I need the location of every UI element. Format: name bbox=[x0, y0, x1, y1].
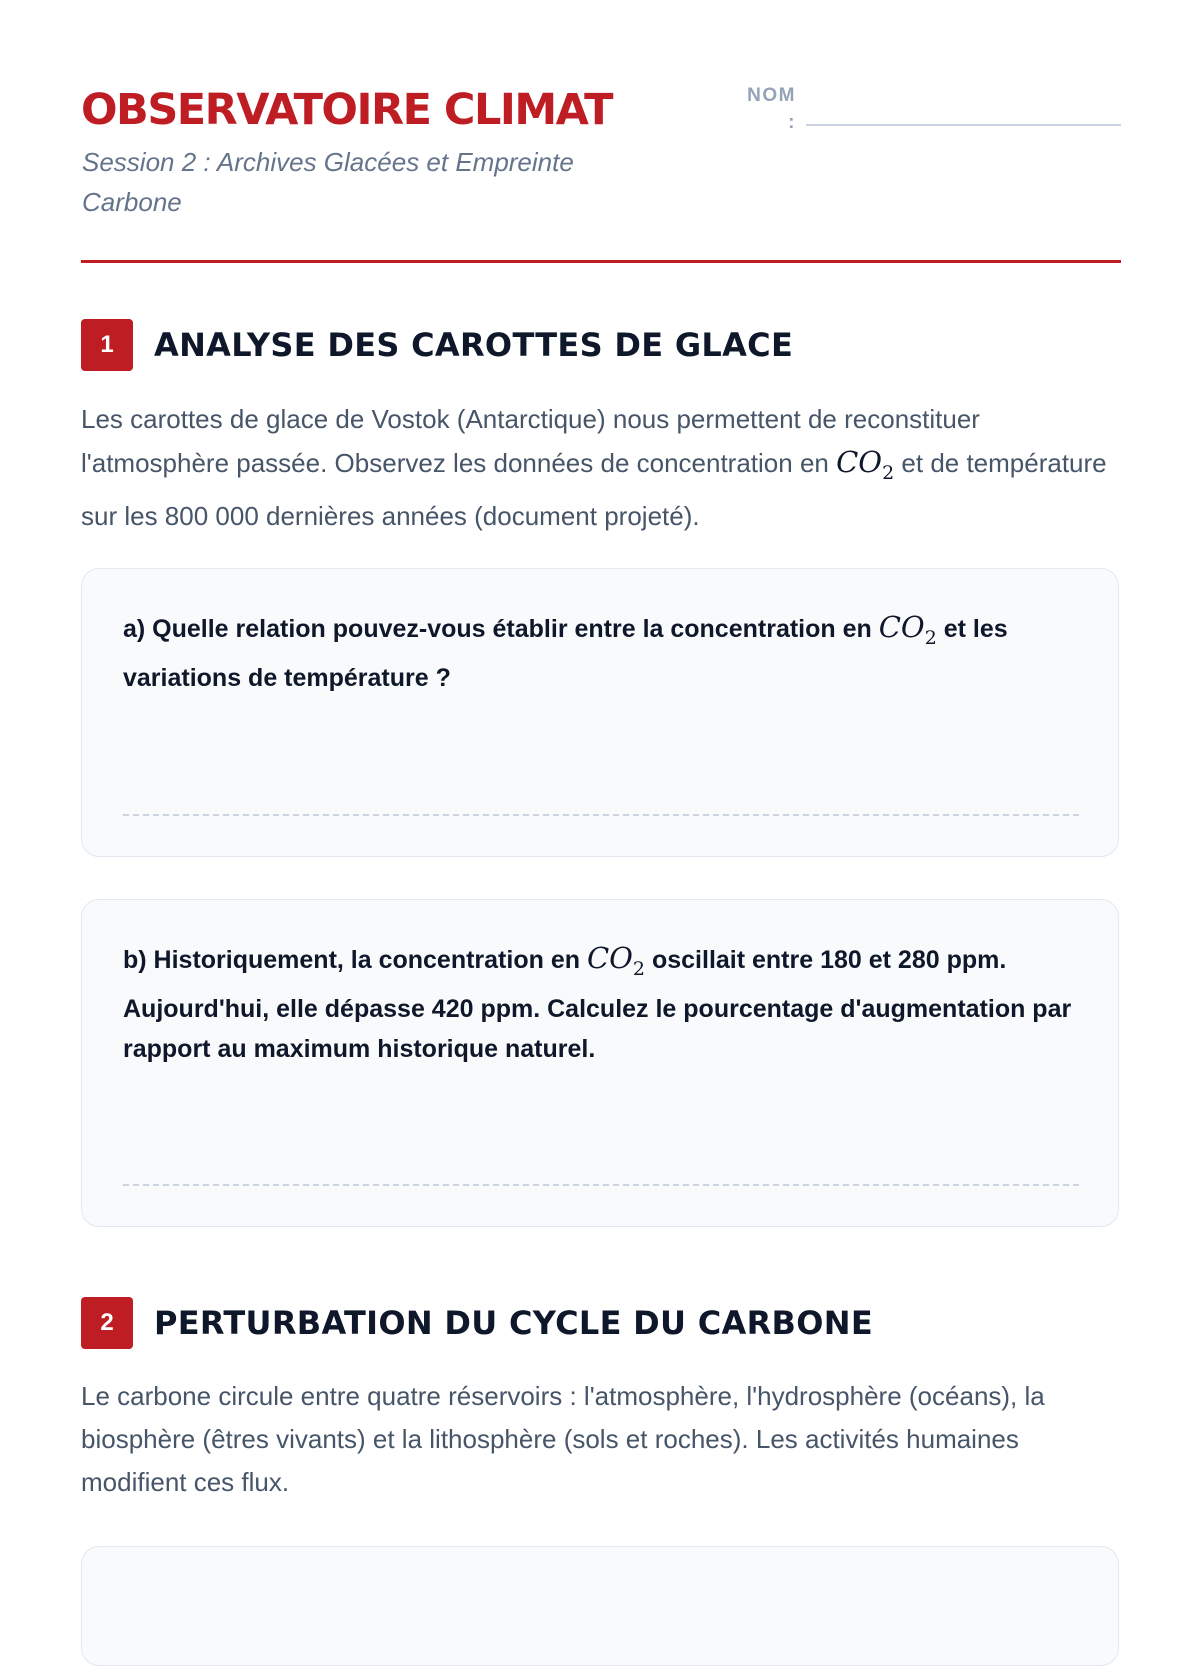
co2-formula bbox=[586, 941, 646, 980]
co2-formula-base: CO bbox=[586, 941, 633, 975]
co2-formula-subscript: 2 bbox=[882, 461, 895, 484]
question-card-b bbox=[81, 899, 1119, 1227]
name-label-text: NOM bbox=[747, 85, 796, 106]
section-1-intro-text-after: et de température sur les 800 000 dernières années (document projeté). bbox=[81, 448, 1107, 531]
section-2-heading bbox=[81, 1297, 873, 1349]
question-a-text-before: a) Quelle relation pouvez-vous établir entre la concentration en bbox=[123, 615, 872, 643]
question-b-text-before: b) Historiquement, la concentration en bbox=[123, 946, 580, 974]
section-2-title: PERTURBATION DU CYCLE DU CARBONE bbox=[154, 1304, 873, 1342]
co2-formula-subscript: 2 bbox=[924, 626, 937, 649]
header-divider bbox=[81, 260, 1121, 263]
name-label-colon: : bbox=[788, 112, 796, 133]
section-2-number-badge: 2 bbox=[81, 1297, 133, 1349]
co2-formula-base: CO bbox=[836, 445, 883, 479]
question-b-text bbox=[123, 938, 1073, 1069]
co2-formula-base: CO bbox=[878, 610, 925, 644]
name-label bbox=[738, 82, 796, 136]
section-1-title: ANALYSE DES CAROTTES DE GLACE bbox=[154, 326, 794, 364]
section-2-intro: Le carbone circule entre quatre réservoirs : l'atmosphère, l'hydrosphère (océans), la biosphère (êtres vivants) et la lithosphère (sols et roches). Les activités humaines modifient ces flux. bbox=[81, 1381, 1045, 1497]
section-1-number-badge: 1 bbox=[81, 319, 133, 371]
question-a-text bbox=[123, 607, 1073, 698]
co2-formula bbox=[878, 610, 937, 649]
co2-formula-subscript: 2 bbox=[632, 957, 646, 980]
co2-formula bbox=[836, 445, 895, 484]
question-b-text-after: oscillait entre 180 et 280 ppm. Aujourd'hui, elle dépasse 420 ppm. Calculez le pourcentage d'augmentation par rapport au maximum historique naturel. bbox=[123, 946, 1072, 1063]
page-subtitle: Session 2 : Archives Glacées et Empreinte Carbone bbox=[82, 147, 574, 217]
section-1-intro bbox=[81, 398, 1121, 538]
answer-line-a[interactable] bbox=[123, 814, 1079, 816]
page-title: OBSERVATOIRE CLIMAT bbox=[81, 85, 612, 135]
question-card-a bbox=[81, 568, 1119, 857]
section-1-intro-text-before: Les carottes de glace de Vostok (Antarctique) nous permettent de reconstituer l'atmosphère passée. Observez les données de concentration en bbox=[81, 404, 980, 478]
question-card-c bbox=[81, 1546, 1119, 1666]
question-a-text-after: et les variations de température ? bbox=[123, 615, 1008, 692]
answer-line-b[interactable] bbox=[123, 1184, 1079, 1186]
name-field[interactable] bbox=[806, 124, 1121, 126]
section-1-heading bbox=[81, 319, 793, 371]
